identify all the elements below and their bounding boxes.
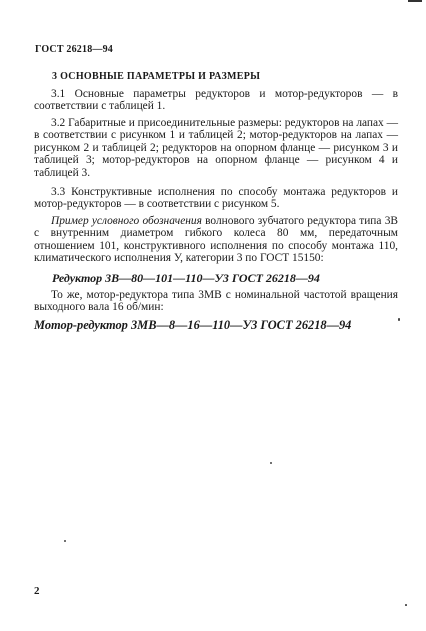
scan-speck [64,540,66,542]
page-number: 2 [34,585,40,597]
paragraph-3-1 [34,88,398,113]
example-paragraph [34,215,398,265]
section-title: 3 ОСНОВНЫЕ ПАРАМЕТРЫ И РАЗМЕРЫ [52,71,261,82]
standard-header: ГОСТ 26218—94 [35,44,114,55]
scan-speck [405,604,407,606]
paragraph-3-3 [34,186,398,211]
paragraph-3-2 [34,117,398,179]
scan-speck [398,318,400,321]
paragraph-3-2-text: 3.2 Габаритные и присоединительные размеры: редукторов на лапах — в соответствии с рисунком 1 и таблицей 2; мотор-редукторов на лапах — рисунком 2 и таблицей 2; редукторов на опорном фланце — рисунком 3 и таблицей 3; мотор-редукторов на опорном фланце — рисунком 4 и таблицей 3. [34,117,398,179]
scan-mark [408,0,422,2]
example2-text: То же, мотор-редуктора типа 3МВ с номинальной частотой вращения выходного вала 16 об/мин: [34,289,398,314]
paragraph-3-3-text: 3.3 Конструктивные исполнения по способу монтажа редукторов и мотор-редукторов — в соответствии с рисунком 5. [34,186,398,211]
scan-speck [270,462,272,464]
example2-paragraph [34,289,398,314]
example-text: волнового зубчатого редуктора типа 3В с внутренним диаметром гибкого колеса 80 мм, передаточным отношением 101, конструктивного исполнения по способу монтажа 110, климатического исполнения У, категории 3 по ГОСТ 15150: [34,215,398,265]
paragraph-3-1-text: 3.1 Основные параметры редукторов и мотор-редукторов — в соответствии с таблицей 1. [34,88,398,113]
example-intro: Пример условного обозначения [51,215,202,227]
reducer-designation: Редуктор 3В—80—101—110—У3 ГОСТ 26218—94 [52,271,320,285]
motor-reducer-designation: Мотор-редуктор 3МВ—8—16—110—У3 ГОСТ 26218—94 [34,318,352,332]
